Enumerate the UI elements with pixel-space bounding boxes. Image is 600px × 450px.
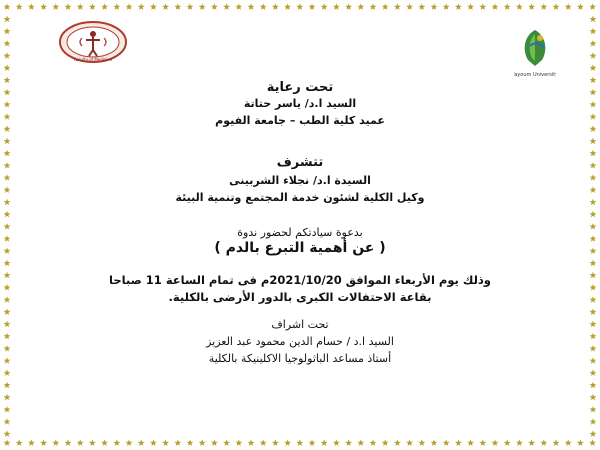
svg-text:Fayoum University: Fayoum University <box>514 72 556 78</box>
venue-line: بقاعة الاحتفالات الكبرى بالدور الأرضى بالكلية. <box>168 290 432 304</box>
patronage-title: عميد كلية الطب – جامعة الفيوم <box>215 114 385 127</box>
supervisor-name: السيد ا.د / حسام الدين محمود عبد العزيز <box>206 335 394 348</box>
seminar-topic: ( عن أهمية التبرع بالدم ) <box>214 240 386 256</box>
supervision-heading: تحت اشراف <box>271 318 329 331</box>
patronage-name: السيد ا.د/ ياسر حتاتة <box>243 97 357 110</box>
host-name: السيدة ا.د/ نجلاء الشربينى <box>229 174 371 187</box>
host-title: وكيل الكلية لشئون خدمة المجتمع وتنمية البيئة <box>175 191 425 204</box>
patronage-heading: تحت رعاية <box>266 80 334 95</box>
date-time-line: وذلك يوم الأربعاء الموافق 2021/10/20م فى تمام الساعة 11 صباحا <box>109 273 491 287</box>
host-heading: تتشرف <box>276 155 324 170</box>
supervisor-title: أستاذ مساعد الباثولوجيا الاكلينيكة بالكلية <box>208 352 392 365</box>
invitation-line: بدعوة سيادتكم لحضور ندوة <box>237 226 363 239</box>
svg-text:Faculty of Medicine: Faculty of Medicine <box>73 57 113 62</box>
